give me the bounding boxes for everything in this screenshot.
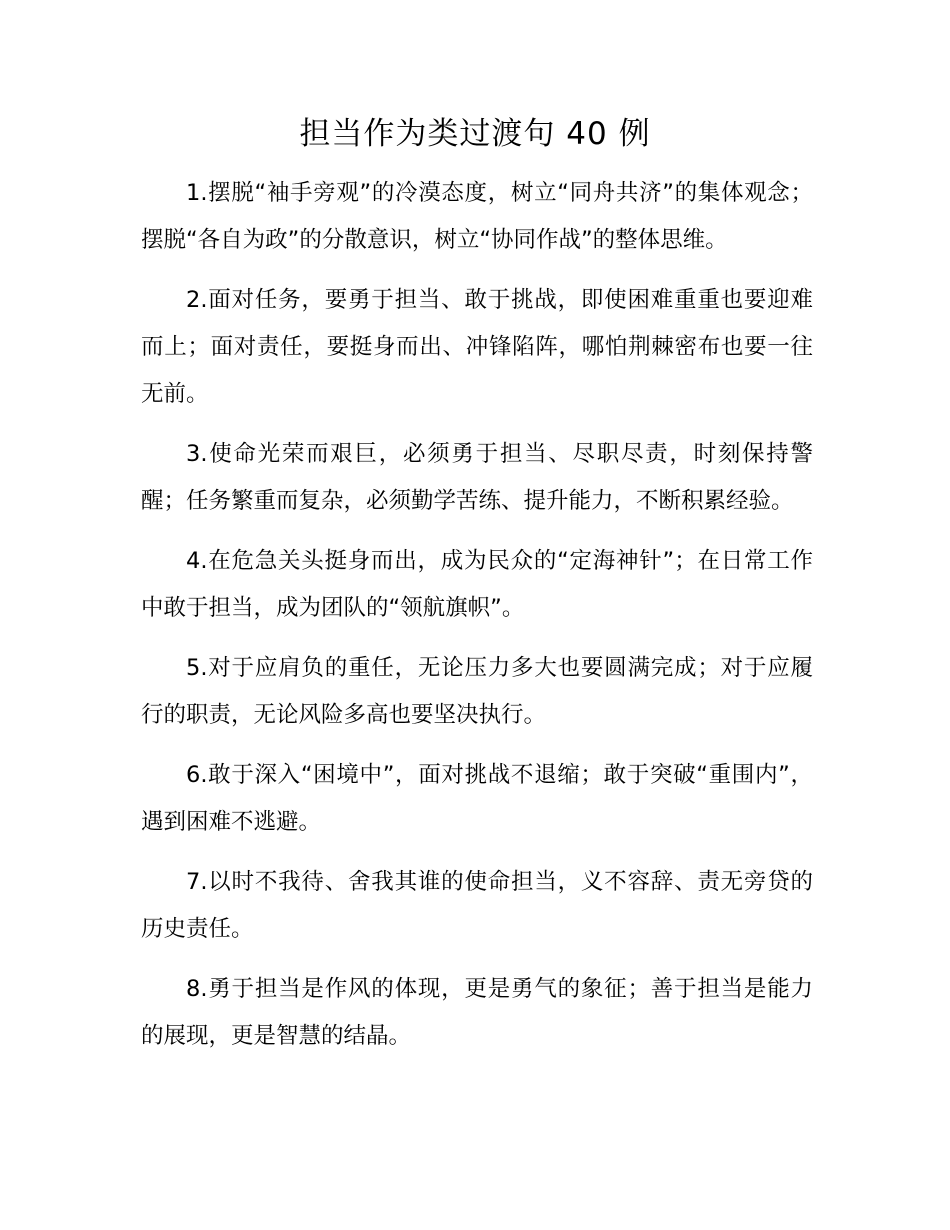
- document-body: [141, 170, 813, 1073]
- paragraph-2: 2.面对任务，要勇于担当、敢于挑战，即使困难重重也要迎难而上；面对责任，要挺身而出、冲锋陷阵，哪怕荆棘密布也要一往无前。: [141, 287, 813, 407]
- paragraph-7: 7.以时不我待、舍我其谁的使命担当，义不容辞、责无旁贷的历史责任。: [141, 869, 813, 942]
- paragraph-6: 6.敢于深入“困境中”，面对挑战不退缩；敢于突破“重围内”，遇到困难不逃避。: [141, 762, 813, 835]
- paragraph-3: 3.使命光荣而艰巨，必须勇于担当、尽职尽责，时刻保持警醒；任务繁重而复杂，必须勤学苦练、提升能力，不断积累经验。: [141, 441, 813, 514]
- paragraph-5: 5.对于应肩负的重任，无论压力多大也要圆满完成；对于应履行的职责，无论风险多高也要坚决执行。: [141, 655, 813, 728]
- page-title: 担当作为类过渡句 40 例: [299, 116, 651, 152]
- paragraph-4: 4.在危急关头挺身而出，成为民众的“定海神针”；在日常工作中敢于担当，成为团队的“领航旗帜”。: [141, 548, 813, 621]
- paragraph-1: 1.摆脱“袖手旁观”的冷漠态度，树立“同舟共济”的集体观念；摆脱“各自为政”的分散意识，树立“协同作战”的整体思维。: [141, 180, 813, 253]
- paragraph-8: 8.勇于担当是作风的体现，更是勇气的象征；善于担当是能力的展现，更是智慧的结晶。: [141, 976, 813, 1049]
